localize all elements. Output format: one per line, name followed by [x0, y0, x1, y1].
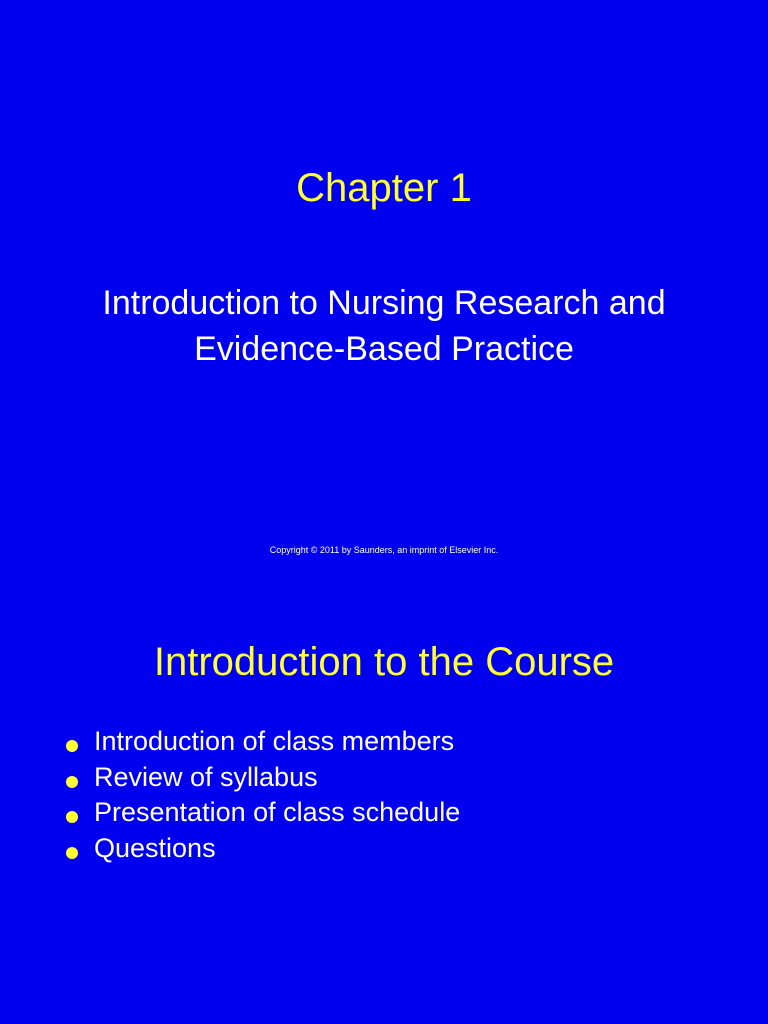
subtitle-line: Introduction to Nursing Research and — [102, 284, 666, 322]
bullet-item — [66, 724, 460, 760]
slide-subtitle — [0, 280, 768, 372]
bullet-text: Review of syllabus — [94, 761, 318, 792]
bullet-list — [66, 724, 460, 866]
slide-course-intro — [0, 576, 768, 1024]
slide-title: Chapter 1 — [296, 166, 472, 210]
bullet-icon — [66, 847, 78, 859]
bullet-text: Introduction of class members — [94, 726, 455, 756]
bullet-item — [66, 795, 460, 831]
bullet-item — [66, 760, 460, 796]
copyright-notice: Copyright © 2011 by Saunders, an imprint of Elsevier Inc. — [269, 545, 499, 555]
bullet-text: Presentation of class schedule — [94, 797, 461, 827]
bullet-text: Questions — [94, 832, 216, 863]
subtitle-line: Evidence-Based Practice — [194, 330, 574, 368]
bullet-icon — [66, 776, 78, 788]
bullet-icon — [66, 740, 78, 752]
slide-title: Introduction to the Course — [153, 640, 615, 684]
bullet-icon — [66, 811, 78, 823]
bullet-item — [66, 831, 460, 867]
